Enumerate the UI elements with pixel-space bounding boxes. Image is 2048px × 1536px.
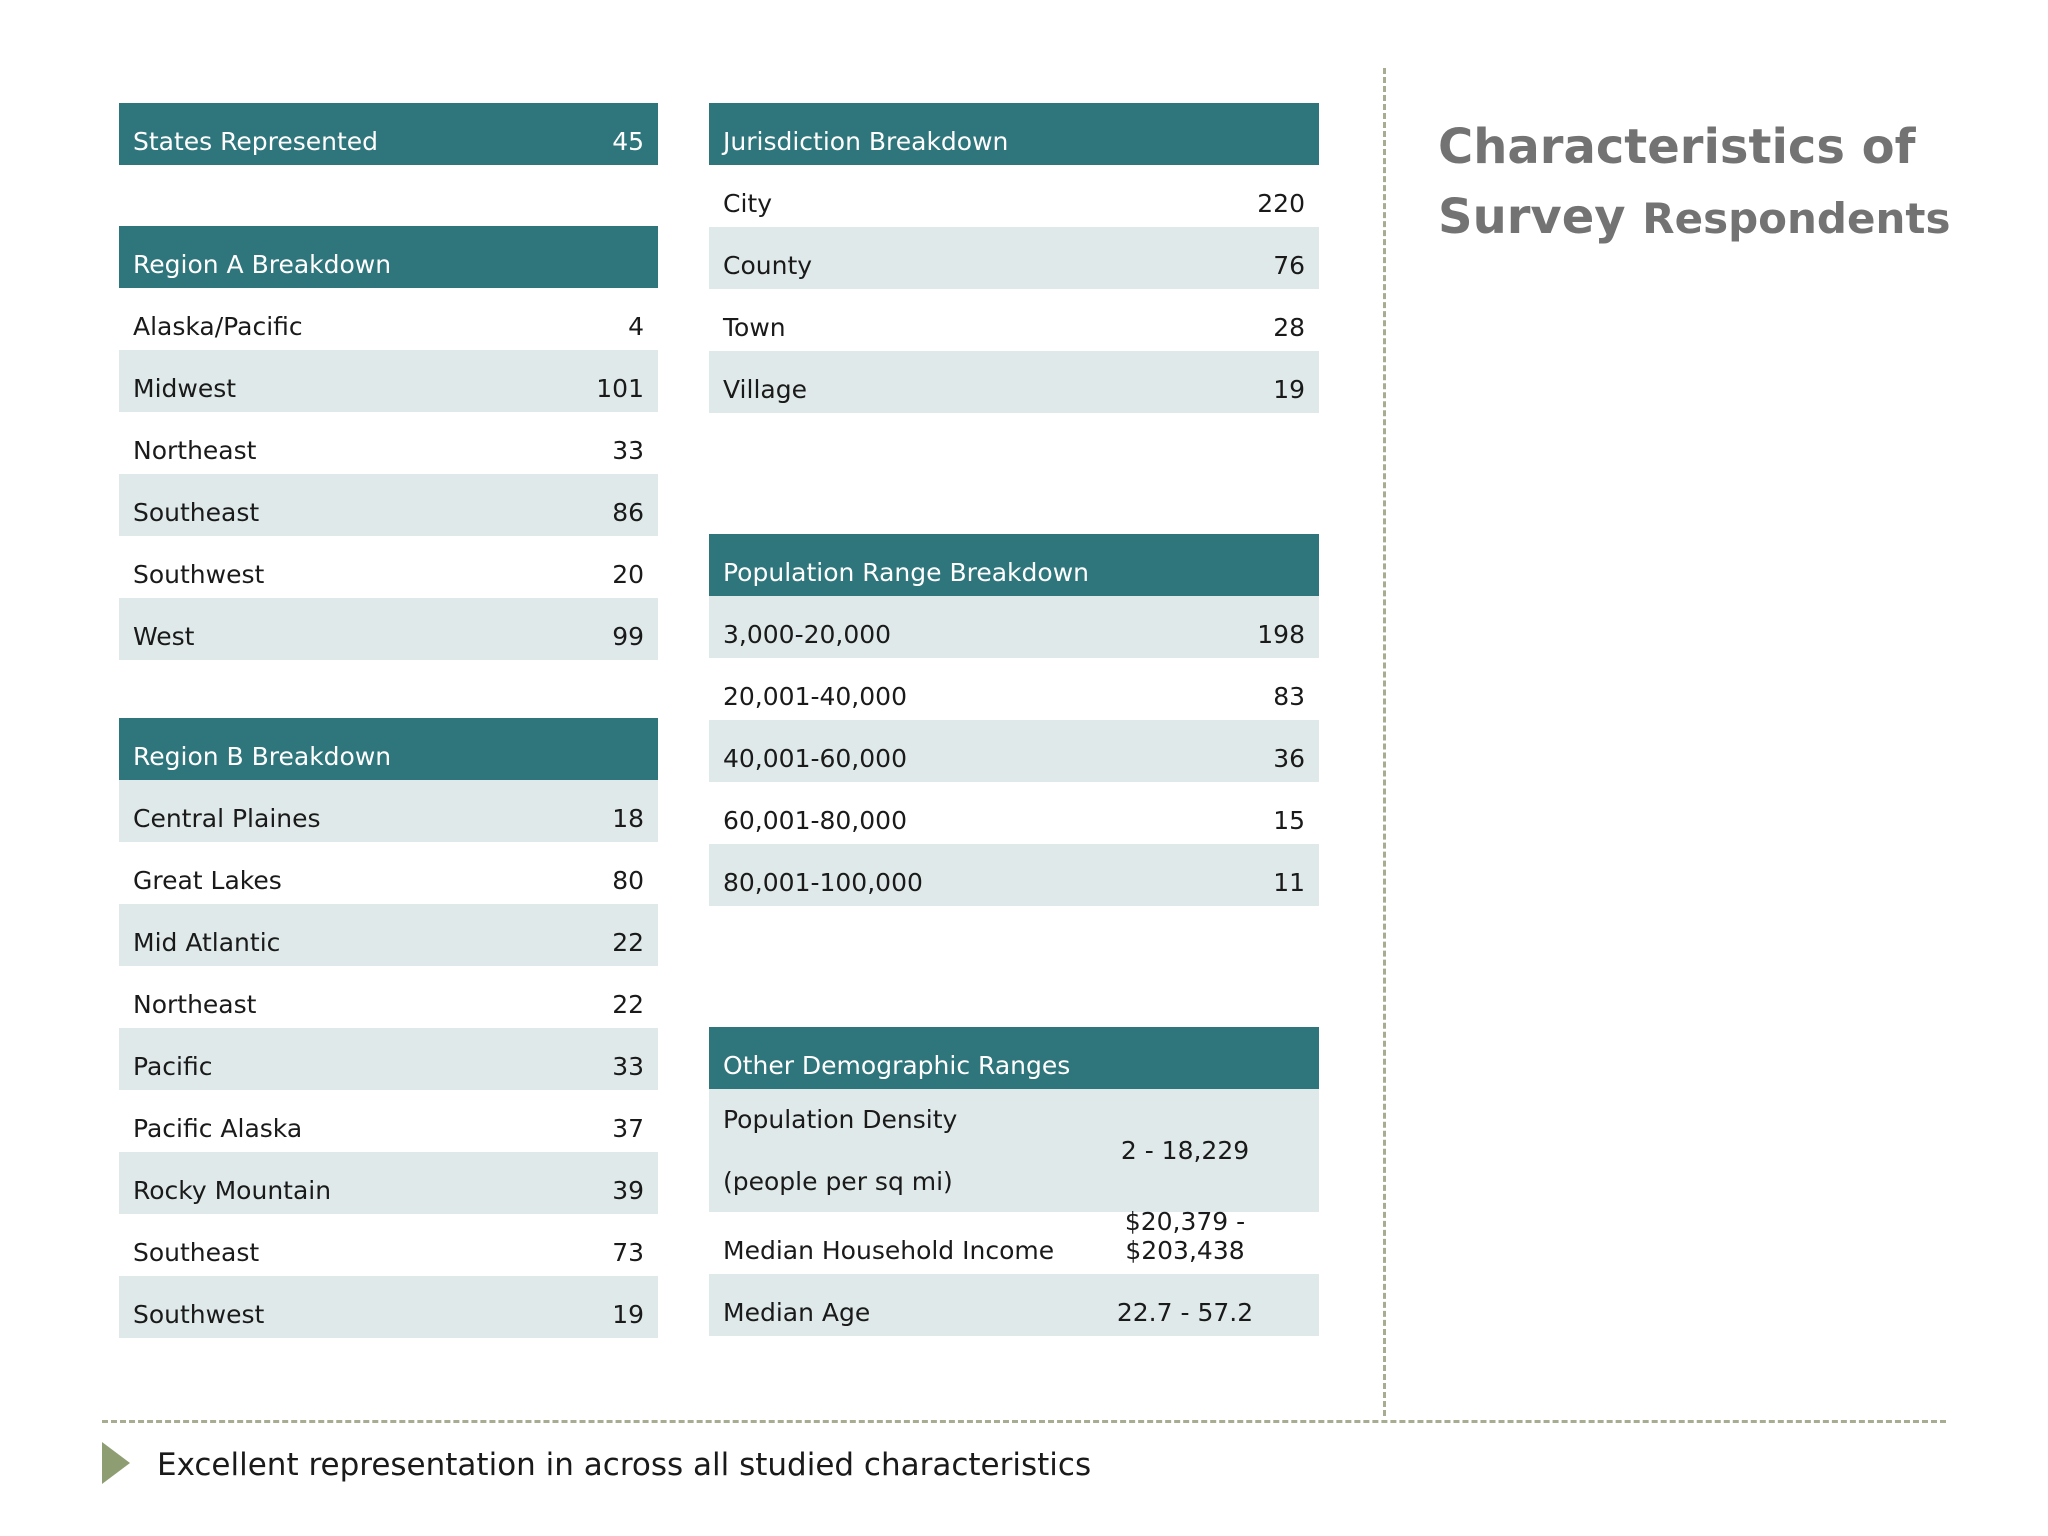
row-label: Median Household Income [723,1236,1055,1265]
table-row [709,1274,1319,1336]
other-header [709,1027,1319,1089]
states-value: 45 [612,127,644,156]
region-a-header [119,226,658,288]
table-row [119,904,658,966]
row-label: Pacific Alaska [133,1114,303,1143]
table-row [709,227,1319,289]
row-value: 99 [612,622,644,651]
row-label: 3,000-20,000 [723,620,892,649]
states-table [119,103,658,165]
horizontal-divider [102,1420,1946,1423]
table-row [119,598,658,660]
region-b-header [119,718,658,780]
row-label: Pacific [133,1052,213,1081]
row-label: Central Plaines [133,804,321,833]
jurisdiction-table [709,103,1319,413]
table-row [119,842,658,904]
row-label: Population Density (people per sq mi) [723,1104,958,1196]
row-value: 22 [612,990,644,1019]
row-value: 33 [612,1052,644,1081]
table-row [119,350,658,412]
row-label: 60,001-80,000 [723,806,907,835]
jurisdiction-title: Jurisdiction Breakdown [723,127,1009,156]
table-row [709,844,1319,906]
row-value: 15 [1273,806,1305,835]
population-header [709,534,1319,596]
row-value: 73 [612,1238,644,1267]
states-header [119,103,658,165]
title-line-2 [1438,182,1998,254]
other-demographics-table [709,1027,1319,1336]
row-label: Town [723,313,786,342]
table-row [119,780,658,842]
region-a-table [119,226,658,660]
states-label: States Represented [133,127,379,156]
region-b-table [119,718,658,1338]
row-value: 220 [1257,189,1305,218]
row-label: Rocky Mountain [133,1176,332,1205]
table-row [709,782,1319,844]
population-table [709,534,1319,906]
row-label: West [133,622,195,651]
table-row [119,1276,658,1338]
row-value: 22 [612,928,644,957]
region-b-title: Region B Breakdown [133,742,392,771]
row-label: Northeast [133,436,257,465]
table-row [119,1152,658,1214]
footer-text: Excellent representation in across all studied characteristics [157,1447,1092,1483]
row-label: City [723,189,772,218]
table-row [119,1090,658,1152]
row-label: 80,001-100,000 [723,868,923,897]
population-title: Population Range Breakdown [723,558,1089,587]
table-row [709,658,1319,720]
table-row [709,1089,1319,1212]
table-row [709,596,1319,658]
table-row [119,966,658,1028]
row-value: 19 [612,1300,644,1329]
row-value: 86 [612,498,644,527]
row-label: Northeast [133,990,257,1019]
row-value: 101 [596,374,644,403]
table-row [119,1214,658,1276]
row-label: Southeast [133,498,260,527]
row-label: Great Lakes [133,866,282,895]
row-label: Median Age [723,1298,871,1327]
row-value: 28 [1273,313,1305,342]
row-value: 39 [612,1176,644,1205]
row-value: 19 [1273,375,1305,404]
table-row [709,289,1319,351]
title-word-respondents: Respondents [1642,194,1951,243]
table-row [119,412,658,474]
row-value: 4 [628,312,644,341]
row-label: Mid Atlantic [133,928,281,957]
row-value: 22.7 - 57.2 [1116,1298,1254,1327]
row-label: 40,001-60,000 [723,744,907,773]
table-row [119,536,658,598]
title-line-1: Characteristics of [1438,119,1916,175]
row-value: 198 [1257,620,1305,649]
table-row [709,165,1319,227]
triangle-bullet-icon [102,1442,130,1484]
table-row [119,1028,658,1090]
row-label: Village [723,375,807,404]
row-value: 20 [612,560,644,589]
vertical-divider [1383,68,1386,1416]
row-label: Southwest [133,1300,265,1329]
row-value: 18 [612,804,644,833]
region-a-title: Region A Breakdown [133,250,392,279]
row-value: 76 [1273,251,1305,280]
row-value: $20,379 - $203,438 [1124,1207,1246,1265]
jurisdiction-header [709,103,1319,165]
row-value: 80 [612,866,644,895]
row-value: 33 [612,436,644,465]
table-row [119,288,658,350]
title-word-survey: Survey [1438,189,1626,245]
row-label: County [723,251,813,280]
page-title [1438,112,1998,254]
table-row [709,720,1319,782]
row-label: Midwest [133,374,237,403]
table-row [119,474,658,536]
row-label: Alaska/Pacific [133,312,303,341]
row-value: 2 - 18,229 [1120,1136,1250,1165]
table-row [709,351,1319,413]
row-label: Southeast [133,1238,260,1267]
row-value: 36 [1273,744,1305,773]
table-row [709,1207,1319,1274]
row-label: Southwest [133,560,265,589]
row-value: 11 [1273,868,1305,897]
row-label: 20,001-40,000 [723,682,907,711]
row-value: 83 [1273,682,1305,711]
row-value: 37 [612,1114,644,1143]
other-title: Other Demographic Ranges [723,1051,1071,1080]
